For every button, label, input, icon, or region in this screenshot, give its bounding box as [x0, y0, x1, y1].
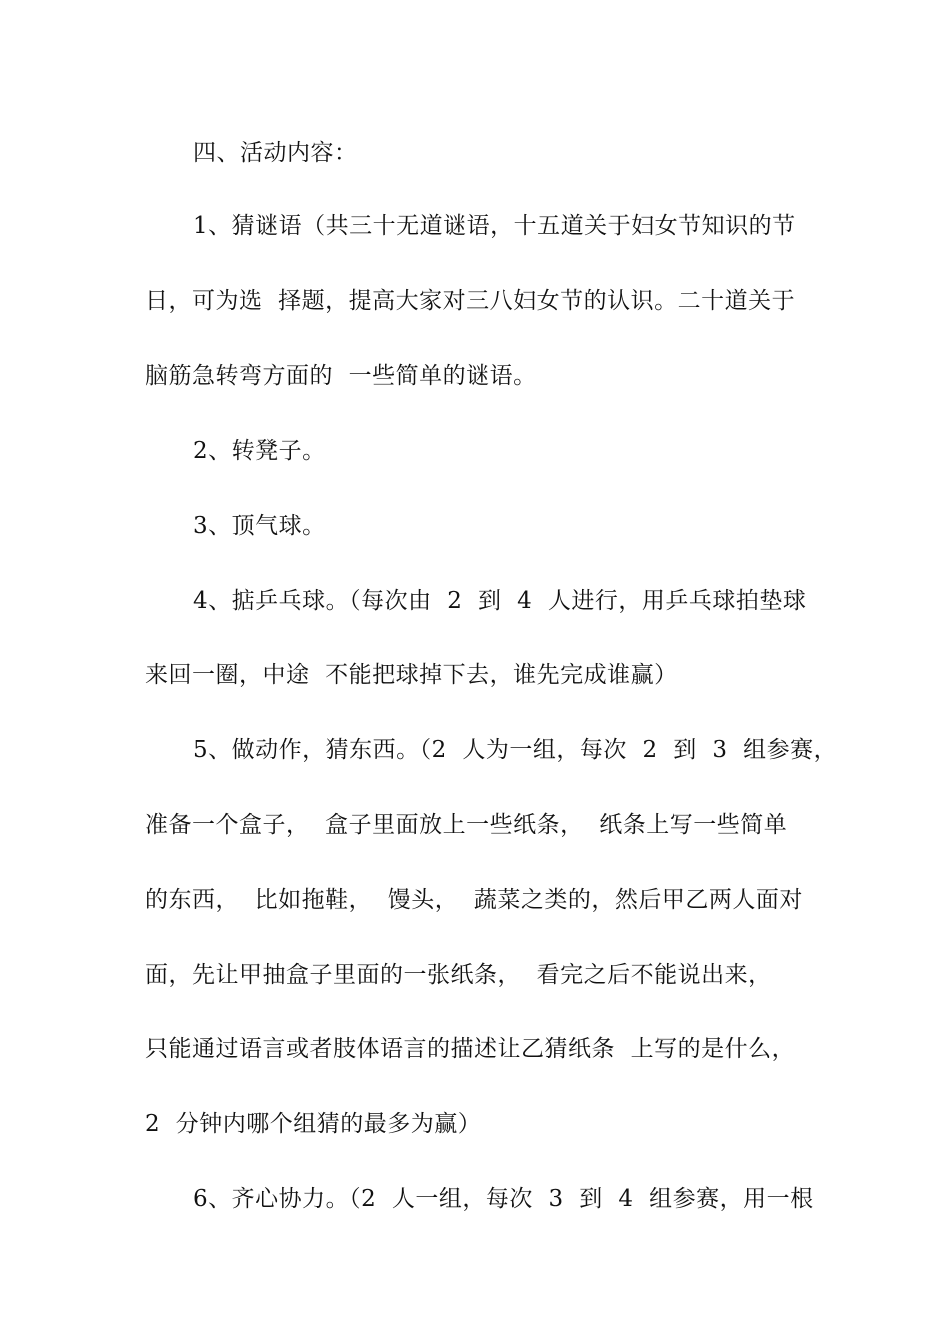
- paragraph-line: 6、齐心协力。（2 人一组，每次 3 到 4 组参赛，用一根: [193, 1186, 814, 1212]
- paragraph-line: 2、转凳子。: [193, 438, 326, 464]
- paragraph-line: 3、顶气球。: [193, 513, 326, 539]
- paragraph-line: 脑筋急转弯方面的 一些简单的谜语。: [145, 363, 537, 389]
- paragraph-line: 准备一个盒子， 盒子里面放上一些纸条， 纸条上写一些简单: [145, 812, 788, 838]
- paragraph-line: 的东西， 比如拖鞋， 馒头， 蔬菜之类的，然后甲乙两人面对: [145, 887, 803, 913]
- paragraph-line: 2 分钟内哪个组猜的最多为赢）: [145, 1111, 482, 1137]
- paragraph-line: 只能通过语言或者肢体语言的描述让乙猜纸条 上写的是什么，: [145, 1036, 796, 1062]
- paragraph-line: 1、猜谜语（共三十无道谜语，十五道关于妇女节知识的节: [193, 213, 796, 239]
- paragraph-line: 来回一圈，中途 不能把球掉下去，谁先完成谁赢）: [145, 662, 678, 688]
- paragraph-line: 日，可为选 择题，提高大家对三八妇女节的认识。二十道关于: [145, 288, 796, 314]
- paragraph-line: 4、掂乒乓球。（每次由 2 到 4 人进行，用乒乓球拍垫球: [193, 588, 807, 614]
- paragraph-line: 面，先让甲抽盒子里面的一张纸条， 看完之后不能说出来，: [145, 962, 772, 988]
- paragraph-line: 5、做动作，猜东西。（2 人为一组，每次 2 到 3 组参赛，: [193, 737, 838, 763]
- section-heading: 四、活动内容：: [193, 140, 358, 166]
